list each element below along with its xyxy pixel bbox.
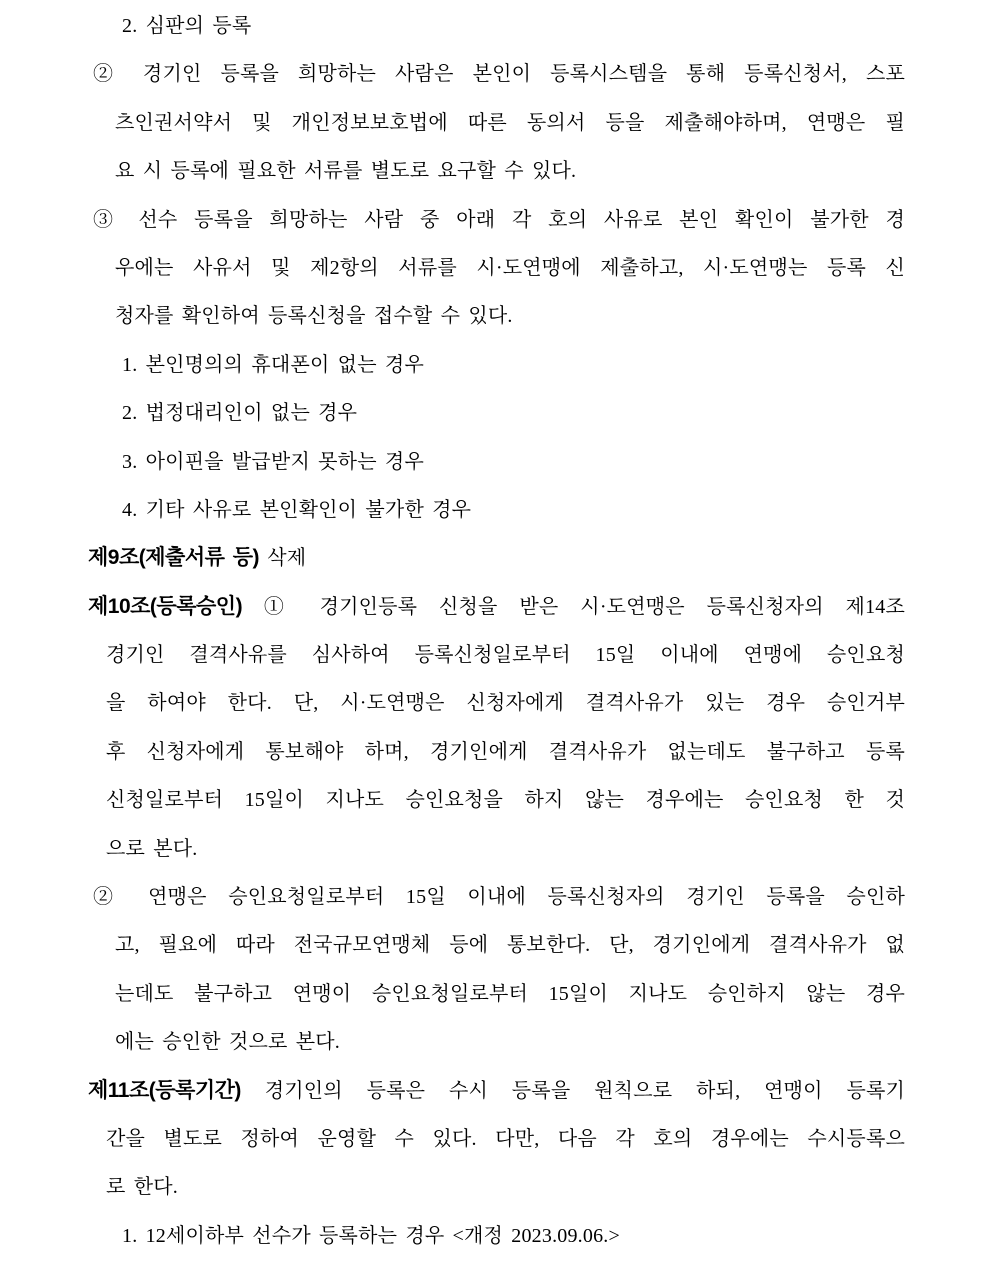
line-text: 에는 승인한 것으로 본다. bbox=[115, 1031, 340, 1054]
line-text: 청자를 확인하여 등록신청을 접수할 수 있다. bbox=[115, 305, 513, 328]
line-text: 경기인의 등록은 수시 등록을 원칙으로 하되, 연맹이 등록기 bbox=[240, 1079, 905, 1102]
doc-line bbox=[122, 389, 905, 437]
line-text: 로 한다. bbox=[106, 1176, 178, 1199]
doc-line bbox=[93, 873, 905, 921]
line-text: 후 신청자에게 통보해야 하며, 경기인에게 결격사유가 없는데도 불구하고 등록 bbox=[106, 740, 905, 763]
doc-line bbox=[115, 921, 905, 969]
article-heading: 제10조(등록승인) bbox=[88, 594, 243, 618]
doc-line bbox=[115, 970, 905, 1018]
doc-line bbox=[122, 341, 905, 389]
doc-line bbox=[122, 486, 905, 534]
line-text: 경기인 결격사유를 심사하여 등록신청일로부터 15일 이내에 연맹에 승인요청 bbox=[106, 644, 905, 667]
doc-line bbox=[88, 1067, 905, 1115]
doc-line bbox=[106, 1115, 905, 1163]
doc-line bbox=[122, 438, 905, 486]
article-heading: 제9조(제출서류 등) bbox=[88, 546, 260, 570]
line-text: 3. 아이핀을 발급받지 못하는 경우 bbox=[122, 450, 424, 473]
line-text: 신청일로부터 15일이 지나도 승인요청을 하지 않는 경우에는 승인요청 한 것 bbox=[106, 789, 905, 812]
line-text: 1. 12세이하부 선수가 등록하는 경우 <개정 2023.09.06.> bbox=[122, 1224, 620, 1247]
doc-line bbox=[106, 776, 905, 824]
line-text: ③ 선수 등록을 희망하는 사람 중 아래 각 호의 사유로 본인 확인이 불가한 경 bbox=[93, 208, 905, 231]
doc-line bbox=[106, 679, 905, 727]
line-text: 을 하여야 한다. 단, 시·도연맹은 신청자에게 결격사유가 있는 경우 승인거부 bbox=[106, 692, 905, 715]
line-text: ② 연맹은 승인요청일로부터 15일 이내에 등록신청자의 경기인 등록을 승인하 bbox=[93, 886, 905, 909]
line-text: 우에는 사유서 및 제2항의 서류를 시·도연맹에 제출하고, 시·도연맹는 등록 신 bbox=[115, 256, 905, 279]
doc-line bbox=[122, 2, 905, 50]
doc-line bbox=[115, 147, 905, 195]
line-text: 4. 기타 사유로 본인확인이 불가한 경우 bbox=[122, 498, 472, 521]
line-text: 츠인권서약서 및 개인정보보호법에 따른 동의서 등을 제출해야하며, 연맹은 필 bbox=[115, 111, 905, 134]
doc-line bbox=[93, 50, 905, 98]
line-text: 2. 심판의 등록 bbox=[122, 15, 252, 37]
doc-line bbox=[88, 583, 905, 631]
doc-line bbox=[106, 631, 905, 679]
doc-line bbox=[122, 1212, 905, 1260]
line-text: 으로 본다. bbox=[106, 837, 198, 860]
line-text: 2. 법정대리인이 없는 경우 bbox=[122, 402, 358, 425]
line-text: ② 경기인 등록을 희망하는 사람은 본인이 등록시스템을 통해 등록신청서, 스포 bbox=[93, 63, 905, 86]
line-text: 간을 별도로 정하여 운영할 수 있다. 다만, 다음 각 호의 경우에는 수시등록으 bbox=[106, 1127, 905, 1150]
doc-line bbox=[115, 1018, 905, 1066]
line-text: ① 경기인등록 신청을 받은 시·도연맹은 등록신청자의 제14조 bbox=[242, 595, 905, 618]
line-text: 1. 본인명의의 휴대폰이 없는 경우 bbox=[122, 353, 424, 376]
doc-line bbox=[106, 825, 905, 873]
article-heading: 제11조(등록기간) bbox=[88, 1078, 241, 1102]
line-text: 는데도 불구하고 연맹이 승인요청일로부터 15일이 지나도 승인하지 않는 경우 bbox=[115, 982, 905, 1005]
doc-line bbox=[115, 292, 905, 340]
doc-line bbox=[106, 1163, 905, 1211]
doc-line bbox=[88, 534, 905, 582]
line-text: 요 시 등록에 필요한 서류를 별도로 요구할 수 있다. bbox=[115, 160, 577, 183]
line-text: 고, 필요에 따라 전국규모연맹체 등에 통보한다. 단, 경기인에게 결격사유가 없 bbox=[115, 934, 905, 957]
doc-line bbox=[106, 728, 905, 776]
doc-line bbox=[115, 244, 905, 292]
line-text: 삭제 bbox=[259, 547, 307, 570]
doc-line bbox=[115, 99, 905, 147]
doc-line bbox=[93, 196, 905, 244]
